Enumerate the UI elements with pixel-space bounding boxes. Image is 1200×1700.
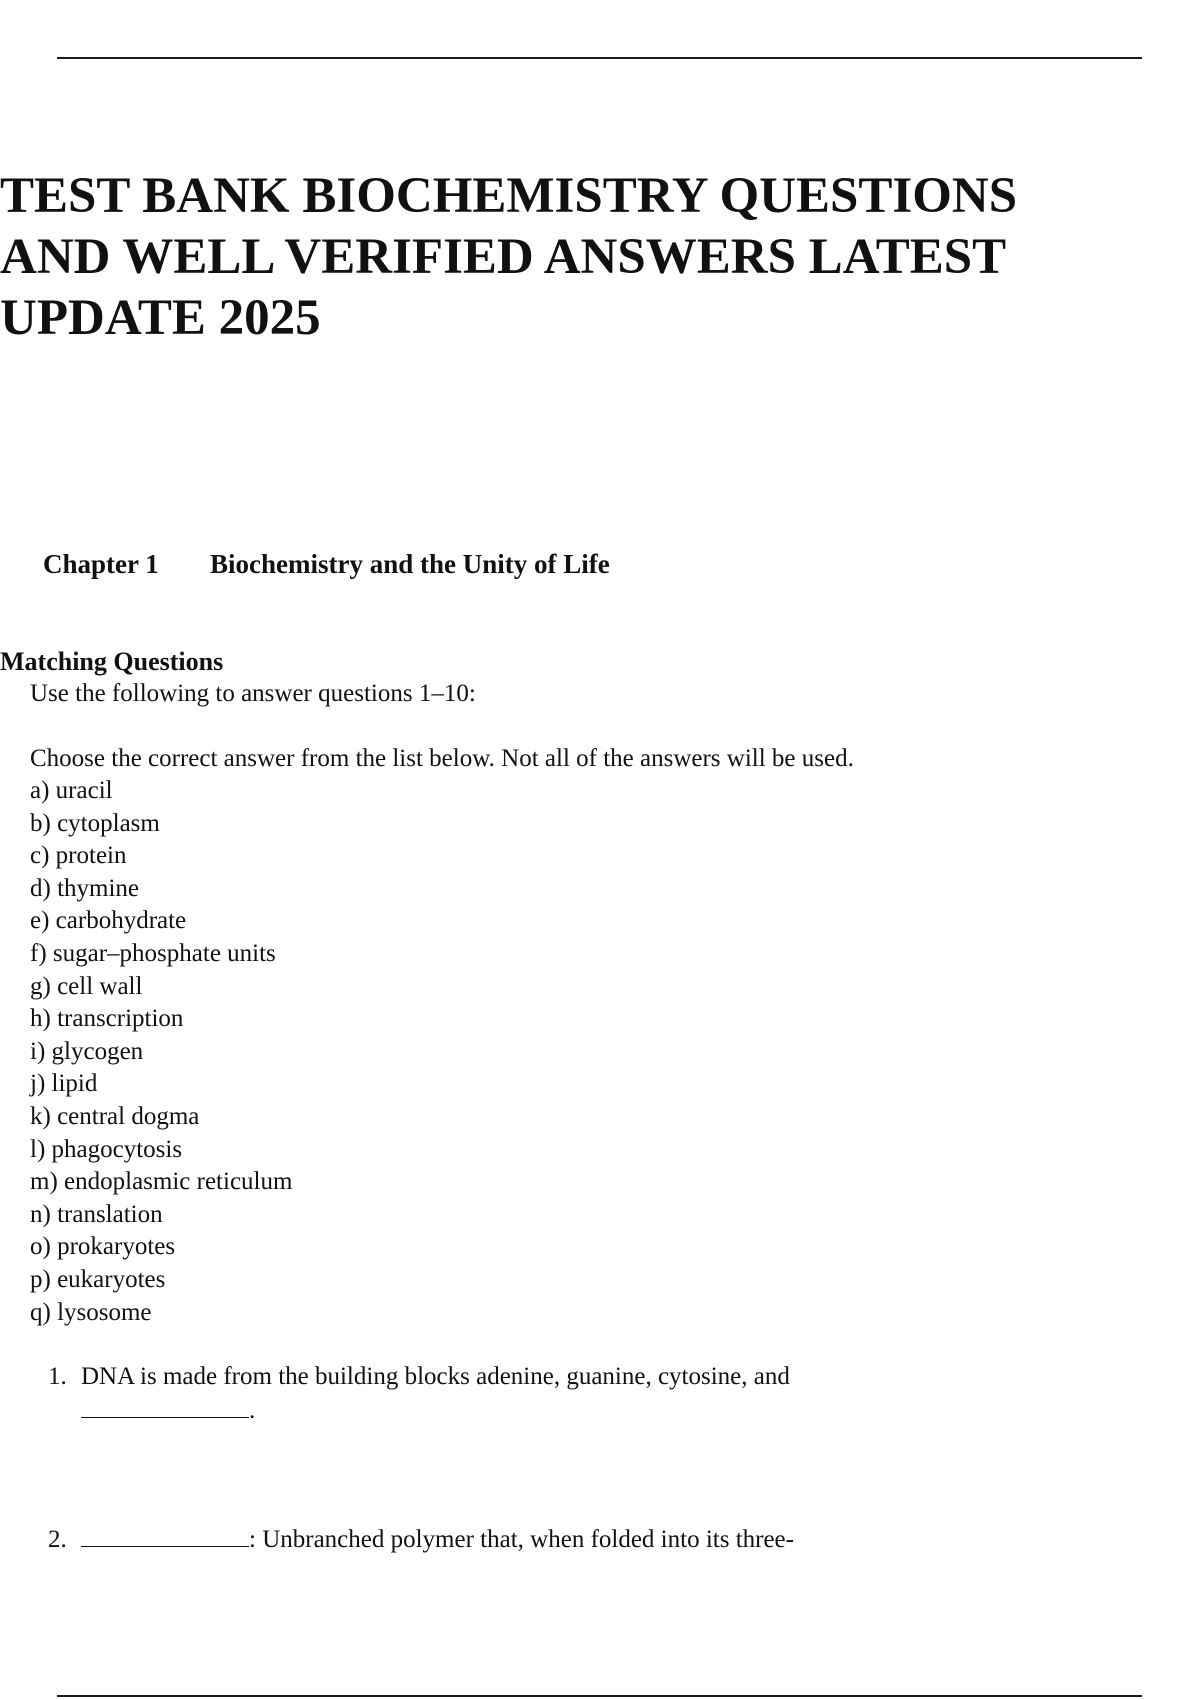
question-text: : Unbranched polymer that, when folded into its three- (249, 1526, 794, 1553)
chapter-title: Biochemistry and the Unity of Life (210, 549, 610, 579)
answer-option: p) eukaryotes (30, 1265, 166, 1293)
question-text-tail: . (249, 1397, 256, 1424)
answer-option: g) cell wall (30, 972, 143, 1000)
answer-option: k) central dogma (30, 1102, 200, 1130)
answer-option: o) prokaryotes (30, 1233, 176, 1261)
section-heading: Matching Questions (0, 647, 224, 676)
answer-option: c) protein (30, 842, 127, 870)
answer-option: h) transcription (30, 1005, 184, 1033)
title-line-3: UPDATE 2025 (0, 290, 321, 346)
top-rule (57, 57, 1142, 59)
document-title (0, 166, 1120, 349)
instruction-choose-answer: Choose the correct answer from the list below. Not all of the answers will be used. (30, 745, 854, 772)
question-number: 1. (48, 1363, 67, 1390)
answer-option: e) carbohydrate (30, 907, 187, 935)
instruction-questions-range: Use the following to answer questions 1–10: (30, 680, 476, 707)
answer-options-list (30, 775, 292, 1329)
answer-option: i) glycogen (30, 1037, 144, 1065)
answer-option: l) phagocytosis (30, 1135, 183, 1163)
answer-blank (81, 1524, 249, 1547)
bottom-rule (57, 1695, 1142, 1697)
answer-option: n) translation (30, 1200, 163, 1228)
question-number: 2. (48, 1526, 67, 1553)
title-line-1: TEST BANK BIOCHEMISTRY QUESTIONS (0, 168, 1018, 224)
question-1 (48, 1360, 790, 1394)
title-line-2: AND WELL VERIFIED ANSWERS LATEST (0, 229, 1007, 285)
question-1-continuation (81, 1394, 255, 1428)
answer-option: a) uracil (30, 777, 113, 804)
answer-blank (81, 1395, 249, 1418)
chapter-number: Chapter 1 (43, 549, 159, 579)
answer-option: q) lysosome (30, 1298, 152, 1326)
answer-option: f) sugar–phosphate units (30, 939, 276, 967)
question-text: DNA is made from the building blocks adenine, guanine, cytosine, and (81, 1363, 790, 1390)
question-2 (48, 1523, 794, 1557)
answer-option: j) lipid (30, 1070, 98, 1098)
answer-option: b) cytoplasm (30, 809, 160, 837)
answer-option: m) endoplasmic reticulum (30, 1168, 293, 1196)
answer-option: d) thymine (30, 874, 140, 902)
